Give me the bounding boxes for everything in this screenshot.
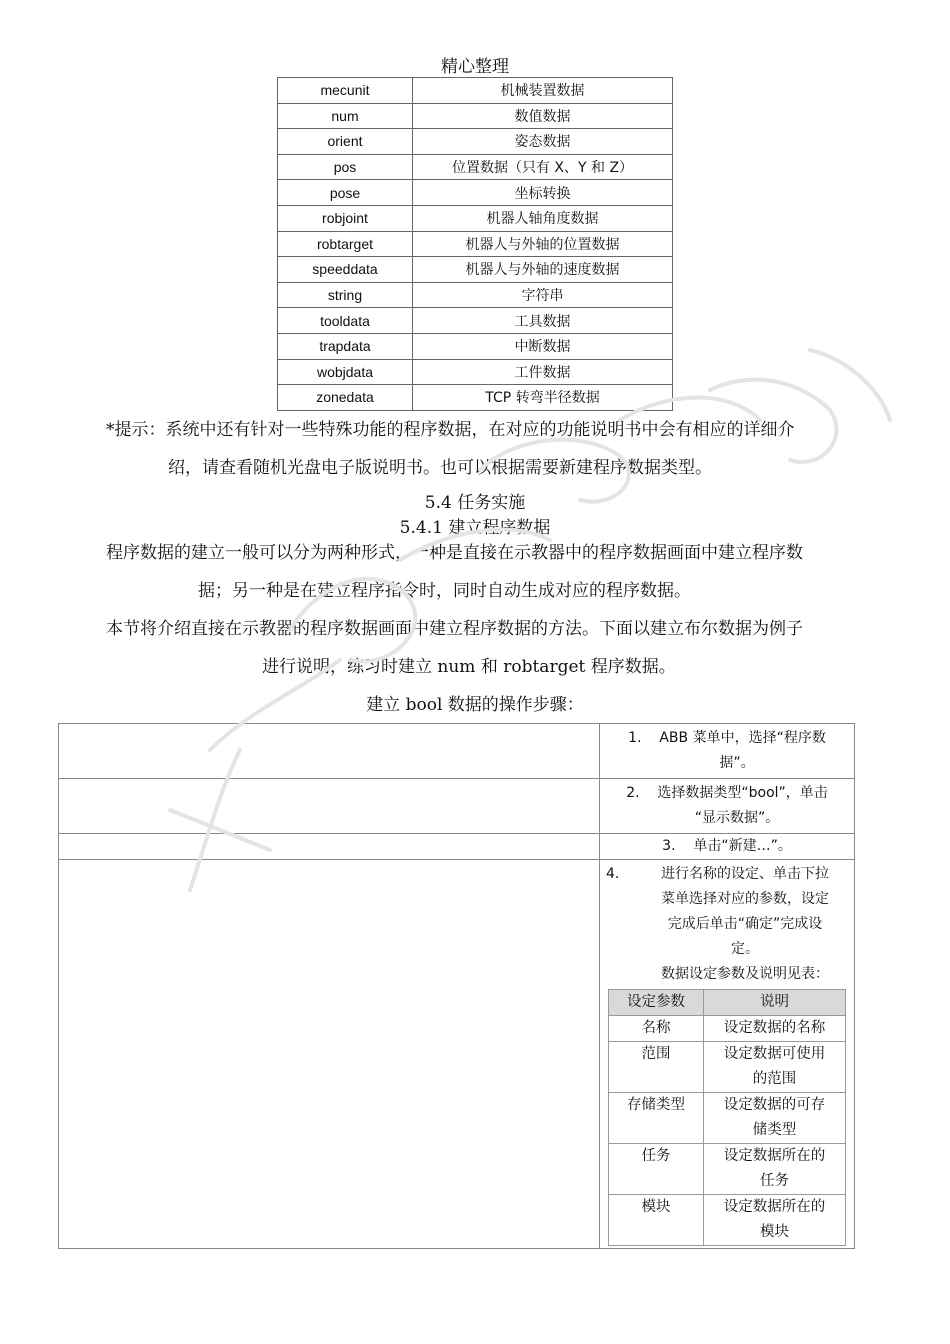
section-title: 5.4 任务实施 xyxy=(424,493,526,513)
param-desc-line: 设定数据所在的 xyxy=(723,1199,826,1215)
datatype-desc: 位置数据（只有 X、Y 和 Z） xyxy=(413,154,673,180)
datatype-desc: 姿态数据 xyxy=(413,129,673,155)
table-row xyxy=(278,103,673,129)
param-desc xyxy=(704,1195,846,1246)
step-text: 菜单选择对应的参数，设定 xyxy=(661,891,829,907)
param-desc-line: 储类型 xyxy=(752,1122,797,1138)
param-name: 模块 xyxy=(609,1195,704,1246)
datatype-name: robjoint xyxy=(278,205,413,231)
steps-title: 建立 bool 数据的操作步骤： xyxy=(366,695,584,715)
step-text: ABB 菜单中，选择“程序数 xyxy=(659,730,826,746)
table-row xyxy=(59,779,855,834)
param-desc-line: 设定数据所在的 xyxy=(723,1148,826,1164)
param-name: 名称 xyxy=(609,1016,704,1042)
step-text: 单击“新建…”。 xyxy=(693,838,792,854)
datatype-name: trapdata xyxy=(278,333,413,359)
tip-line-2: 绍，请查看随机光盘电子版说明书。也可以根据需要新建程序数据类型。 xyxy=(168,458,712,478)
datatype-name: pose xyxy=(278,180,413,206)
datatype-name: tooldata xyxy=(278,308,413,334)
datatype-name: orient xyxy=(278,129,413,155)
datatype-desc: 机器人轴角度数据 xyxy=(413,205,673,231)
table-row xyxy=(278,205,673,231)
table-row xyxy=(278,180,673,206)
datatype-name: mecunit xyxy=(278,78,413,104)
step-text: 数据设定参数及说明见表： xyxy=(661,966,829,982)
param-desc-line: 设定数据的可存 xyxy=(723,1097,826,1113)
screenshot-placeholder xyxy=(59,834,600,860)
table-row xyxy=(59,860,855,1249)
table-row xyxy=(278,385,673,411)
param-desc-line: 模块 xyxy=(760,1224,789,1240)
table-row xyxy=(278,282,673,308)
datatype-name: zonedata xyxy=(278,385,413,411)
datatype-desc: TCP 转弯半径数据 xyxy=(413,385,673,411)
step-number: 2. xyxy=(626,785,640,801)
param-desc-line: 任务 xyxy=(760,1173,789,1189)
screenshot-placeholder xyxy=(59,724,600,779)
param-desc-line: 的范围 xyxy=(752,1071,797,1087)
param-name: 存储类型 xyxy=(609,1093,704,1144)
table-row xyxy=(609,1016,846,1042)
param-desc-line: 设定数据可使用 xyxy=(723,1046,826,1062)
datatype-table xyxy=(277,77,673,411)
step-text: 选择数据类型“bool”，单击 xyxy=(657,785,828,801)
datatype-name: pos xyxy=(278,154,413,180)
tip-line-1: *提示：系统中还有针对一些特殊功能的程序数据，在对应的功能说明书中会有相应的详细介 xyxy=(106,420,795,440)
datatype-name: wobjdata xyxy=(278,359,413,385)
datatype-desc: 数值数据 xyxy=(413,103,673,129)
subsection-title: 5.4.1 建立程序数据 xyxy=(399,518,551,538)
datatype-name: speeddata xyxy=(278,257,413,283)
datatype-desc: 工具数据 xyxy=(413,308,673,334)
datatype-desc: 机器人与外轴的速度数据 xyxy=(413,257,673,283)
table-row xyxy=(609,1195,846,1246)
datatype-desc: 字符串 xyxy=(413,282,673,308)
table-row xyxy=(278,154,673,180)
step-number: 4. xyxy=(606,866,620,882)
step-text: 定。 xyxy=(731,941,759,957)
step-text: 据”。 xyxy=(719,755,755,771)
step-1 xyxy=(600,724,855,779)
datatype-name: robtarget xyxy=(278,231,413,257)
page-header-title: 精心整理 xyxy=(441,57,509,77)
step-text: 完成后单击“确定”完成设 xyxy=(667,916,823,932)
step-number: 1. xyxy=(628,730,642,746)
datatype-desc: 中断数据 xyxy=(413,333,673,359)
datatype-desc: 机械装置数据 xyxy=(413,78,673,104)
para2-line-1: 本节将介绍直接在示教器的程序数据画面中建立程序数据的方法。下面以建立布尔数据为例子 xyxy=(106,619,803,639)
table-row xyxy=(59,724,855,779)
param-desc-line: 设定数据的名称 xyxy=(723,1020,826,1036)
screenshot-placeholder xyxy=(59,779,600,834)
table-row xyxy=(278,78,673,104)
table-row xyxy=(278,231,673,257)
table-row xyxy=(609,1042,846,1093)
param-desc xyxy=(704,1016,846,1042)
table-row xyxy=(278,257,673,283)
param-name: 任务 xyxy=(609,1144,704,1195)
param-desc xyxy=(704,1093,846,1144)
param-desc xyxy=(704,1144,846,1195)
step-text: 进行名称的设定、单击下拉 xyxy=(661,866,829,882)
column-header: 说明 xyxy=(704,990,846,1016)
screenshot-placeholder xyxy=(59,860,600,1249)
steps-table xyxy=(58,723,855,1249)
para1-line-2: 据；另一种是在建立程序指令时，同时自动生成对应的程序数据。 xyxy=(198,581,691,601)
step-text: “显示数据”。 xyxy=(694,810,780,826)
datatype-name: num xyxy=(278,103,413,129)
param-table xyxy=(608,989,846,1246)
step-4 xyxy=(600,860,855,1249)
table-row xyxy=(59,834,855,860)
step-number: 3. xyxy=(662,838,676,854)
datatype-desc: 机器人与外轴的位置数据 xyxy=(413,231,673,257)
column-header: 设定参数 xyxy=(609,990,704,1016)
para1-line-1: 程序数据的建立一般可以分为两种形式，一种是直接在示教器中的程序数据画面中建立程序数 xyxy=(106,543,803,563)
table-row xyxy=(609,1093,846,1144)
step-2 xyxy=(600,779,855,834)
datatype-name: string xyxy=(278,282,413,308)
table-row xyxy=(278,333,673,359)
step-3 xyxy=(600,834,855,860)
param-desc xyxy=(704,1042,846,1093)
table-row xyxy=(278,308,673,334)
param-name: 范围 xyxy=(609,1042,704,1093)
table-row xyxy=(278,129,673,155)
para2-line-2: 进行说明，练习时建立 num 和 robtarget 程序数据。 xyxy=(262,657,676,677)
table-row xyxy=(278,359,673,385)
datatype-desc: 工件数据 xyxy=(413,359,673,385)
table-row xyxy=(609,1144,846,1195)
datatype-desc: 坐标转换 xyxy=(413,180,673,206)
table-header-row xyxy=(609,990,846,1016)
